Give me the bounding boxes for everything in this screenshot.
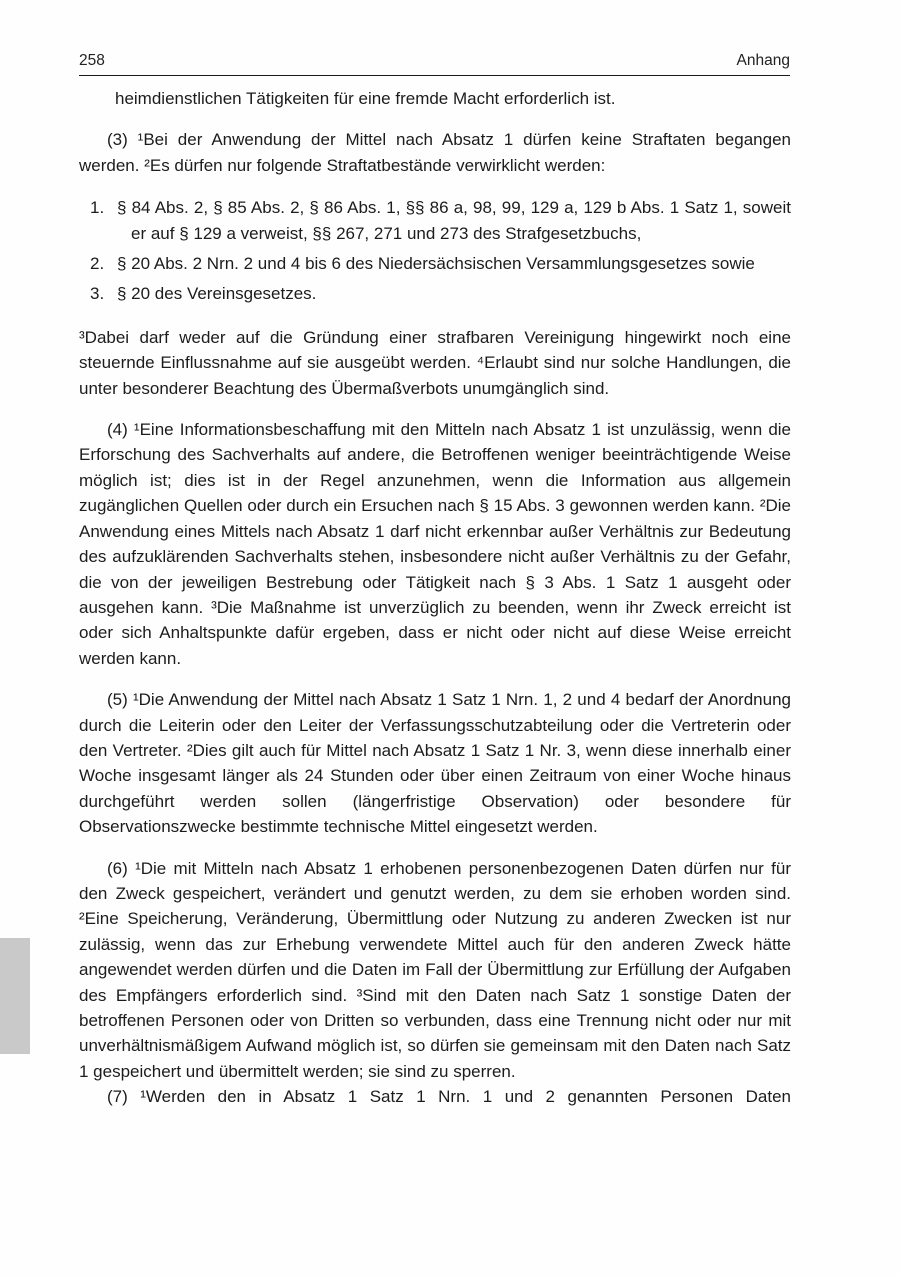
list-item [79,195,791,246]
list-item [79,251,791,276]
page-header [79,0,790,76]
list-item [79,281,791,306]
section-title: Anhang [736,52,790,69]
list-item-text: § 20 Abs. 2 Nrn. 2 und 4 bis 6 des Niedersächsischen Versammlungsgesetzes sowie [117,254,755,274]
thumb-index-tab [0,938,30,1054]
list-item-number: 3. [90,284,105,304]
paragraph-6: (6) ¹Die mit Mitteln nach Absatz 1 erhobenen personenbezogenen Daten dürfen nur für den Zweck gespeichert, verändert und genutzt werden, zu dem sie erhoben worden sind. ²Eine Speicherung, Veränderung, Übermittlung oder Nutzung zu anderen Zwecken ist nur zulässig, wenn das zur Erhebung verwendete Mittel auch für den anderen Zweck hätte angewendet werden dürfen und die Daten im Fall der Übermittlung zur Erfüllung der Aufgaben des Empfängers erforderlich sind. ³Sind mit den Daten nach Satz 1 sonstige Daten der betroffenen Personen oder von Dritten so verbunden, dass eine Trennung nicht oder nur mit unverhältnismäßigem Aufwand möglich ist, so dürfen sie gemeinsam mit den Daten nach Satz 1 gespeichert und übermittelt werden; sie sind zu sperren. [79,858,791,1081]
list-item-number: 2. [90,254,105,274]
list-item-text: § 20 des Vereinsgesetzes. [117,284,317,304]
numbered-list [79,195,791,307]
page-content [79,86,791,1110]
page-number: 258 [79,52,105,69]
list-item-text: § 84 Abs. 2, § 85 Abs. 2, § 86 Abs. 1, §§ 86 a, 98, 99, 129 a, 129 b Abs. 1 Satz 1, soweit er auf § 129 a verweist, §§ 267, 271 und 273 des Strafgesetzbuchs, [117,198,791,243]
paragraph-3-intro: (3) ¹Bei der Anwendung der Mittel nach Absatz 1 dürfen keine Straftaten begangen werden. ²Es dürfen nur folgende Straftatbestände verwirklicht werden: [79,130,791,175]
paragraph-3-tail: ³Dabei darf weder auf die Gründung einer strafbaren Vereinigung hingewirkt noch eine steuernde Einflussnahme auf sie ausgeübt werden. ⁴Erlaubt sind nur solche Handlungen, die unter besonderer Beachtung des Übermaßverbots unumgänglich sind. [79,327,791,398]
paragraph-7-start: (7) ¹Werden den in Absatz 1 Satz 1 Nrn. 1 und 2 genannten Personen Daten [107,1087,791,1107]
paragraph-continuation: heimdienstlichen Tätigkeiten für eine fremde Macht erforderlich ist. [115,89,616,108]
list-item-number: 1. [90,198,105,218]
paragraph-5: (5) ¹Die Anwendung der Mittel nach Absatz 1 Satz 1 Nrn. 1, 2 und 4 bedarf der Anordnung durch die Leiterin oder den Leiter der Verfassungsschutzabteilung oder die Vertreterin oder den Vertreter. ²Dies gilt auch für Mittel nach Absatz 1 Satz 1 Nr. 3, wenn diese innerhalb einer Woche insgesamt länger als 24 Stunden oder über einen Zeitraum von einer Woche hinaus durchgeführt werden sollen (längerfristige Observation) oder besondere für Observationszwecke bestimmte technische Mittel eingesetzt werden. [79,690,791,837]
paragraph-4: (4) ¹Eine Informationsbeschaffung mit den Mitteln nach Absatz 1 ist unzulässig, wenn die Erforschung des Sachverhalts auf andere, die Betroffenen weniger beeinträchtigende Weise möglich ist; dies ist in der Regel anzunehmen, wenn die Information aus allgemein zugänglichen Quellen oder durch ein Ersuchen nach § 15 Abs. 3 gewonnen werden kann. ²Die Anwendung eines Mittels nach Absatz 1 darf nicht erkennbar außer Verhältnis zur Bedeutung des aufzuklärenden Sachverhalts stehen, insbesondere nicht außer Verhältnis zu der Gefahr, die von der jeweiligen Bestrebung oder Tätigkeit nach § 3 Abs. 1 Satz 1 ausgeht oder ausgehen kann. ³Die Maßnahme ist unverzüglich zu beenden, wenn ihr Zweck erreicht ist oder sich Anhaltspunkte dafür ergeben, dass er nicht oder nicht auf diese Weise erreicht werden kann. [79,420,791,668]
